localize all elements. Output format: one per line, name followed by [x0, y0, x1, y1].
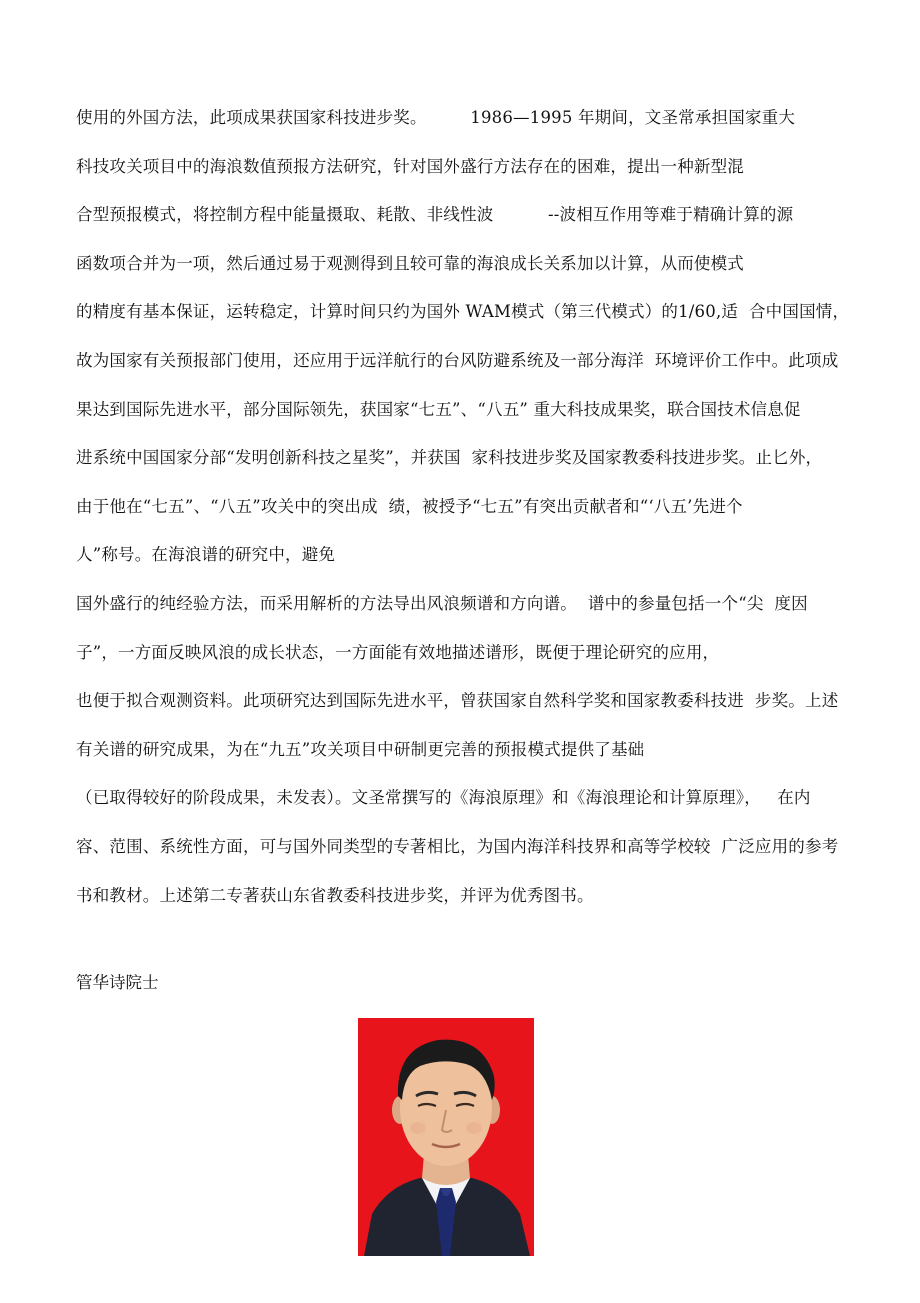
section-heading: 管华诗院士: [76, 973, 159, 992]
portrait-photo: [358, 1018, 534, 1256]
text-line: （已取得较好的阶段成果，未发表）。文圣常撰写的《海浪原理》和《海浪理论和计算原理》， 在内: [76, 788, 811, 808]
text-line: 人”称号。在海浪谱的研究中，避免: [76, 545, 336, 565]
text-line: 进系统中国国家分部“发明创新科技之星奖”，并获国 家科技进步奖及国家教委科技进步奖。止匕外，: [76, 448, 823, 468]
text-line: 果达到国际先进水平，部分国际领先，获国家“七五”、“八五” 重大科技成果奖，联合国技术信息促: [76, 399, 801, 419]
text-line: 有关谱的研究成果，为在“九五”攻关项目中研制更完善的预报模式提供了基础: [76, 739, 645, 759]
text-line: 书和教材。上述第二专著获山东省教委科技进步奖，并评为优秀图书。: [76, 885, 594, 905]
text-line: 也便于拟合观测资料。此项研究达到国际先进水平，曾获国家自然科学奖和国家教委科技进 步奖。上述: [76, 691, 839, 711]
text-line: 科技攻关项目中的海浪数值预报方法研究，针对国外盛行方法存在的困难，提出一种新型混: [76, 156, 744, 176]
text-line: 的精度有基本保证，运转稳定，计算时间只约为国外 WAM模式（第三代模式）的1/60,适 合中国国情，: [76, 302, 850, 322]
text-line: 函数项合并为一项，然后通过易于观测得到且较可靠的海浪成长关系加以计算，从而使模式: [76, 253, 744, 273]
text-line: 合型预报模式，将控制方程中能量摄取、耗散、非线性波 --波相互作用等难于精确计算的源: [76, 205, 794, 225]
text-line: 容、范围、系统性方面，可与国外同类型的专著相比，为国内海洋科技界和高等学校较 广泛应用的参考: [76, 837, 839, 856]
text-line: 子”，一方面反映风浪的成长状态，一方面能有效地描述谱形，既便于理论研究的应用，: [76, 642, 720, 662]
text-line: 国外盛行的纯经验方法，而采用解析的方法导出风浪频谱和方向谱。 谱中的参量包括一个“尖 度因: [76, 594, 808, 613]
text-line: 故为国家有关预报部门使用，还应用于远洋航行的台风防避系统及一部分海洋 环境评价工作中。此项成: [76, 351, 839, 370]
text-line: 由于他在“七五”、“八五”攻关中的突出成 绩，被授予“七五”有突出贡献者和“‘八五’先进个: [76, 496, 743, 516]
text-line: 使用的外国方法，此项成果获国家科技进步奖。 1986—1995 年期间，文圣常承担国家重大: [76, 108, 796, 127]
